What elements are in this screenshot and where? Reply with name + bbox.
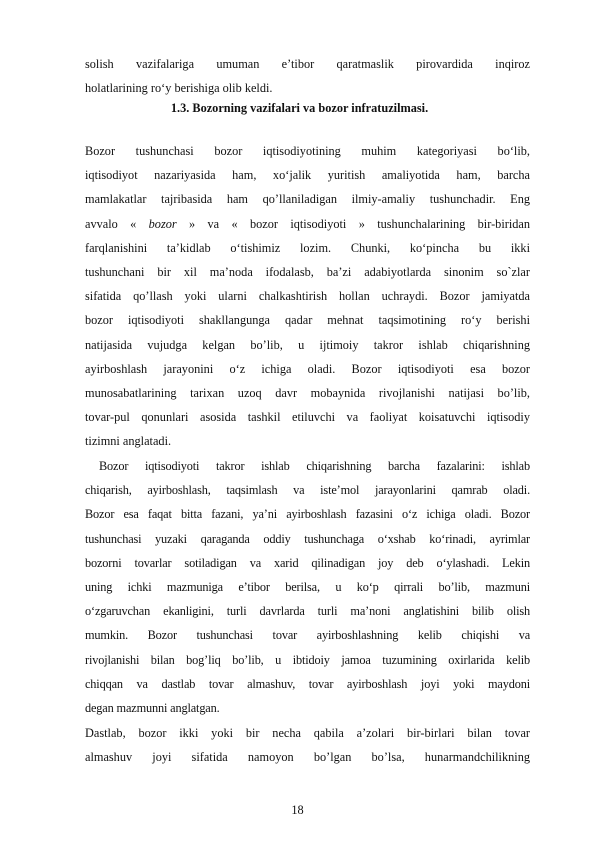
text-line: sifatida qo’llash yoki ularni chalkashtirish hollan uchraydi. Bozor jamiyatda xyxy=(85,289,530,304)
text-line: o‘zgaruvchan ekanligini, turli davrlarda turli ma’noni anglatishini bilib olish xyxy=(85,604,530,619)
text-line: Dastlab, bozor ikki yoki bir necha qabila a’zolari bir-birlari bilan tovar xyxy=(85,726,530,740)
text-line: degan mazmunni anglatgan. xyxy=(85,701,220,716)
text-line: solish vazifalariga umuman e’tibor qaratmaslik pirovardida inqiroz xyxy=(85,57,530,71)
text-line: iqtisodiyot nazariyasida ham, xo‘jalik yuritish amaliyotida ham, barcha xyxy=(85,168,530,183)
text-line: ayirboshlash jarayonini o‘z ichiga oladi. Bozor iqtisodiyoti esa bozor xyxy=(85,361,530,376)
text-line: Bozor iqtisodiyoti takror ishlab chiqarishning barcha fazalarini: ishlab xyxy=(99,459,530,473)
italic-term: bozor xyxy=(148,216,177,231)
text-line: mumkin. Bozor tushunchasi tovar ayirboshlashning kelib chiqishi va xyxy=(85,628,530,643)
text-line: bozorni tovarlar sotiladigan va xarid qilinadigan joy deb o‘ylashadi. Lekin xyxy=(85,555,530,570)
text-line: mamlakatlar tajribasida ham qo’llaniladigan ilmiy-amaliy tushunchadir. Eng xyxy=(85,192,530,207)
text-line: bozor iqtisodiyoti shakllangunga qadar mehnat taqsimotining ro‘y berishi xyxy=(85,313,530,328)
paragraph-2 xyxy=(85,454,530,720)
text-line: chiqqan va dastlab tovar almashuv, tovar ayirboshlash joyi yoki maydoni xyxy=(85,676,530,691)
text-line: rivojlanishi bilan bog’liq bo’lib, u ibtidoiy jamoa tuzumining oxirlarida kelib xyxy=(85,652,530,667)
text-line: uning ichki mazmuniga e’tibor berilsa, u ko‘p qirrali bo’lib, mazmuni xyxy=(85,580,530,595)
text-line: avvalo « bozor » va « bozor iqtisodiyoti » tushunchalarining bir-biridan xyxy=(85,216,531,231)
text-line: farqlanishini ta’kidlab o‘tishimiz lozim. Chunki, ko‘pincha bu ikki xyxy=(85,240,530,255)
text-line: tovar-pul qonunlari asosida tashkil etiluvchi va faoliyat koisatuvchi iqtisodiy xyxy=(85,410,530,425)
page-number: 18 xyxy=(291,803,304,817)
text-line: tizimni anglatadi. xyxy=(85,434,172,449)
text-line: munosabatlarining tarixan uzoq davr mobaynida rivojlanishi natijasi bo’lib, xyxy=(85,386,530,401)
text-line: almashuv joyi sifatida namoyon bo’lgan bo’lsa, hunarmandchilikning xyxy=(85,750,530,765)
text-line: chiqarish, ayirboshlash, taqsimlash va iste’mol jarayonlarini qamrab oladi. xyxy=(85,483,530,498)
section-heading xyxy=(85,101,530,116)
text-line: tushunchasi yuzaki qaraganda oddiy tushunchaga o‘xshab ko‘rinadi, ayrimlar xyxy=(85,531,530,546)
paragraph-3 xyxy=(85,721,530,769)
paragraph-1 xyxy=(85,139,530,454)
section-heading-text: 1.3. Bozorning vazifalari va bozor infratuzilmasi. xyxy=(170,101,429,115)
text-line: tushunchani bir xil ma’noda ifodalasb, ba’zi adabiyotlarda sinonim so`zlar xyxy=(85,265,530,280)
text-line: natijasida vujudga kelgan bo’lib, u ijtimoiy takror ishlab chiqarishning xyxy=(85,337,530,352)
text-line: holatlarining ro‘y berishiga olib keldi. xyxy=(85,81,273,96)
text-line: Bozor esa faqat bitta fazani, ya’ni ayirboshlash fazasini o‘z ichiga oladi. Bozor xyxy=(85,507,530,522)
text-line: Bozor tushunchasi bozor iqtisodiyotining muhim kategoriyasi bo‘lib, xyxy=(85,144,530,158)
intro-paragraph xyxy=(85,52,530,100)
